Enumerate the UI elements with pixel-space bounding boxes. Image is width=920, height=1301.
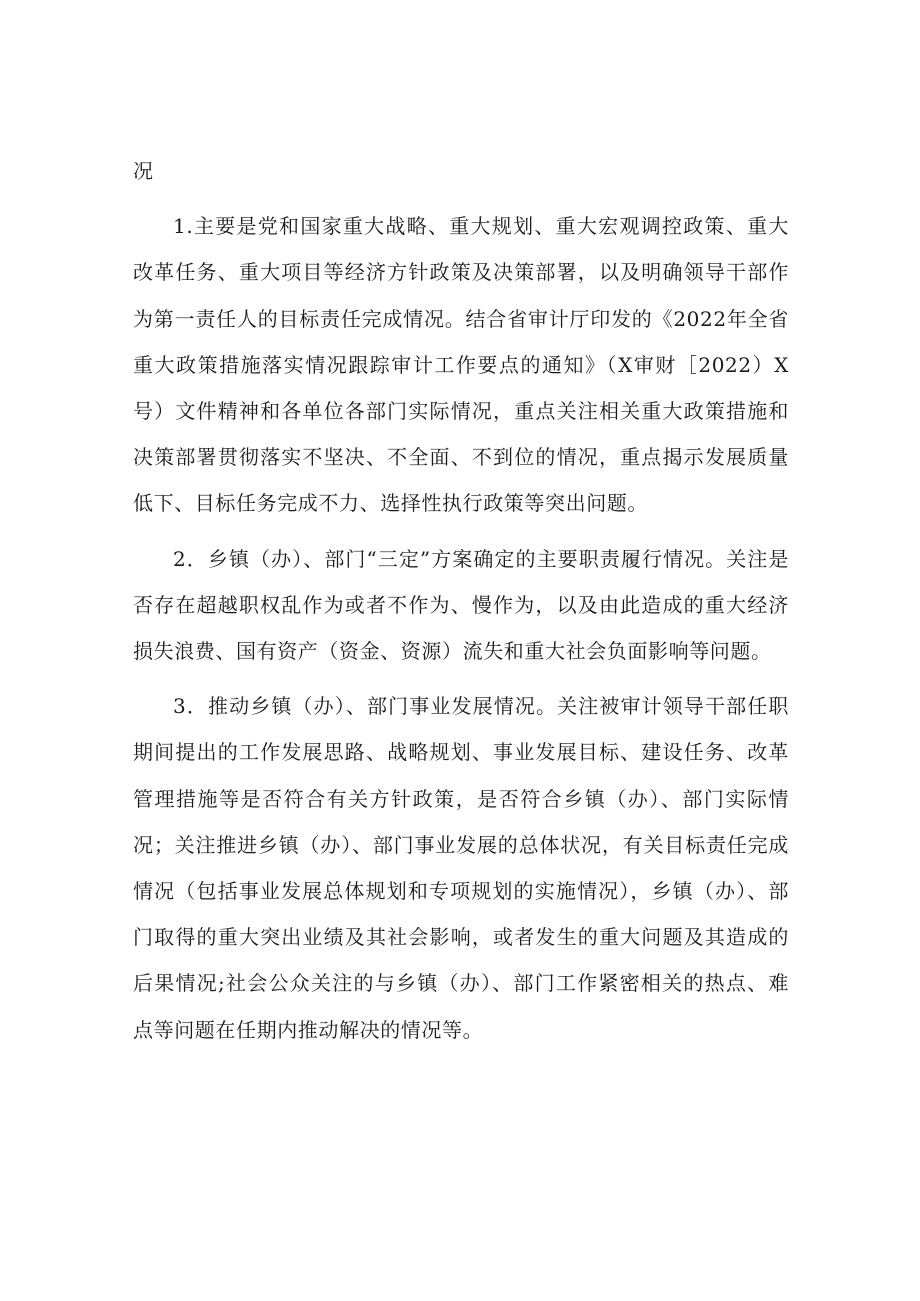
paragraph-item-2: 2．乡镇（办）、部门“三定”方案确定的主要职责履行情况。关注是否存在超越职权乱作为或者不作为、慢作为，以及由此造成的重大经济损失浪费、国有资产（资金、资源）流失和重大社会负面影响等问题。: [133, 546, 789, 664]
paragraph-continuation: 况: [133, 159, 154, 183]
paragraph-item-3: 3．推动乡镇（办）、部门事业发展情况。关注被审计领导干部任职期间提出的工作发展思路、战略规划、事业发展目标、建设任务、改革管理措施等是否符合有关方针政策，是否符合乡镇（办）、部门实际情况；关注推进乡镇（办）、部门事业发展的总体状况，有关目标责任完成情况（包括事业发展总体规划和专项规划的实施情况），乡镇（办）、部门取得的重大突出业绩及其社会影响，或者发生的重大问题及其造成的后果情况;社会公众关注的与乡镇（办）、部门工作紧密相关的热点、难点等问题在任期内推动解决的情况等。: [133, 694, 789, 1042]
document-body: [133, 148, 789, 1053]
paragraph-item-1: 1.主要是党和国家重大战略、重大规划、重大宏观调控政策、重大改革任务、重大项目等经济方针政策及决策部署，以及明确领导干部作为第一责任人的目标责任完成情况。结合省审计厅印发的《2022年全省重大政策措施落实情况跟踪审计工作要点的通知》（X审财［2022）X号）文件精神和各单位各部门实际情况，重点关注相关重大政策措施和决策部署贯彻落实不坚决、不全面、不到位的情况，重点揭示发展质量低下、目标任务完成不力、选择性执行政策等突出问题。: [133, 214, 789, 516]
